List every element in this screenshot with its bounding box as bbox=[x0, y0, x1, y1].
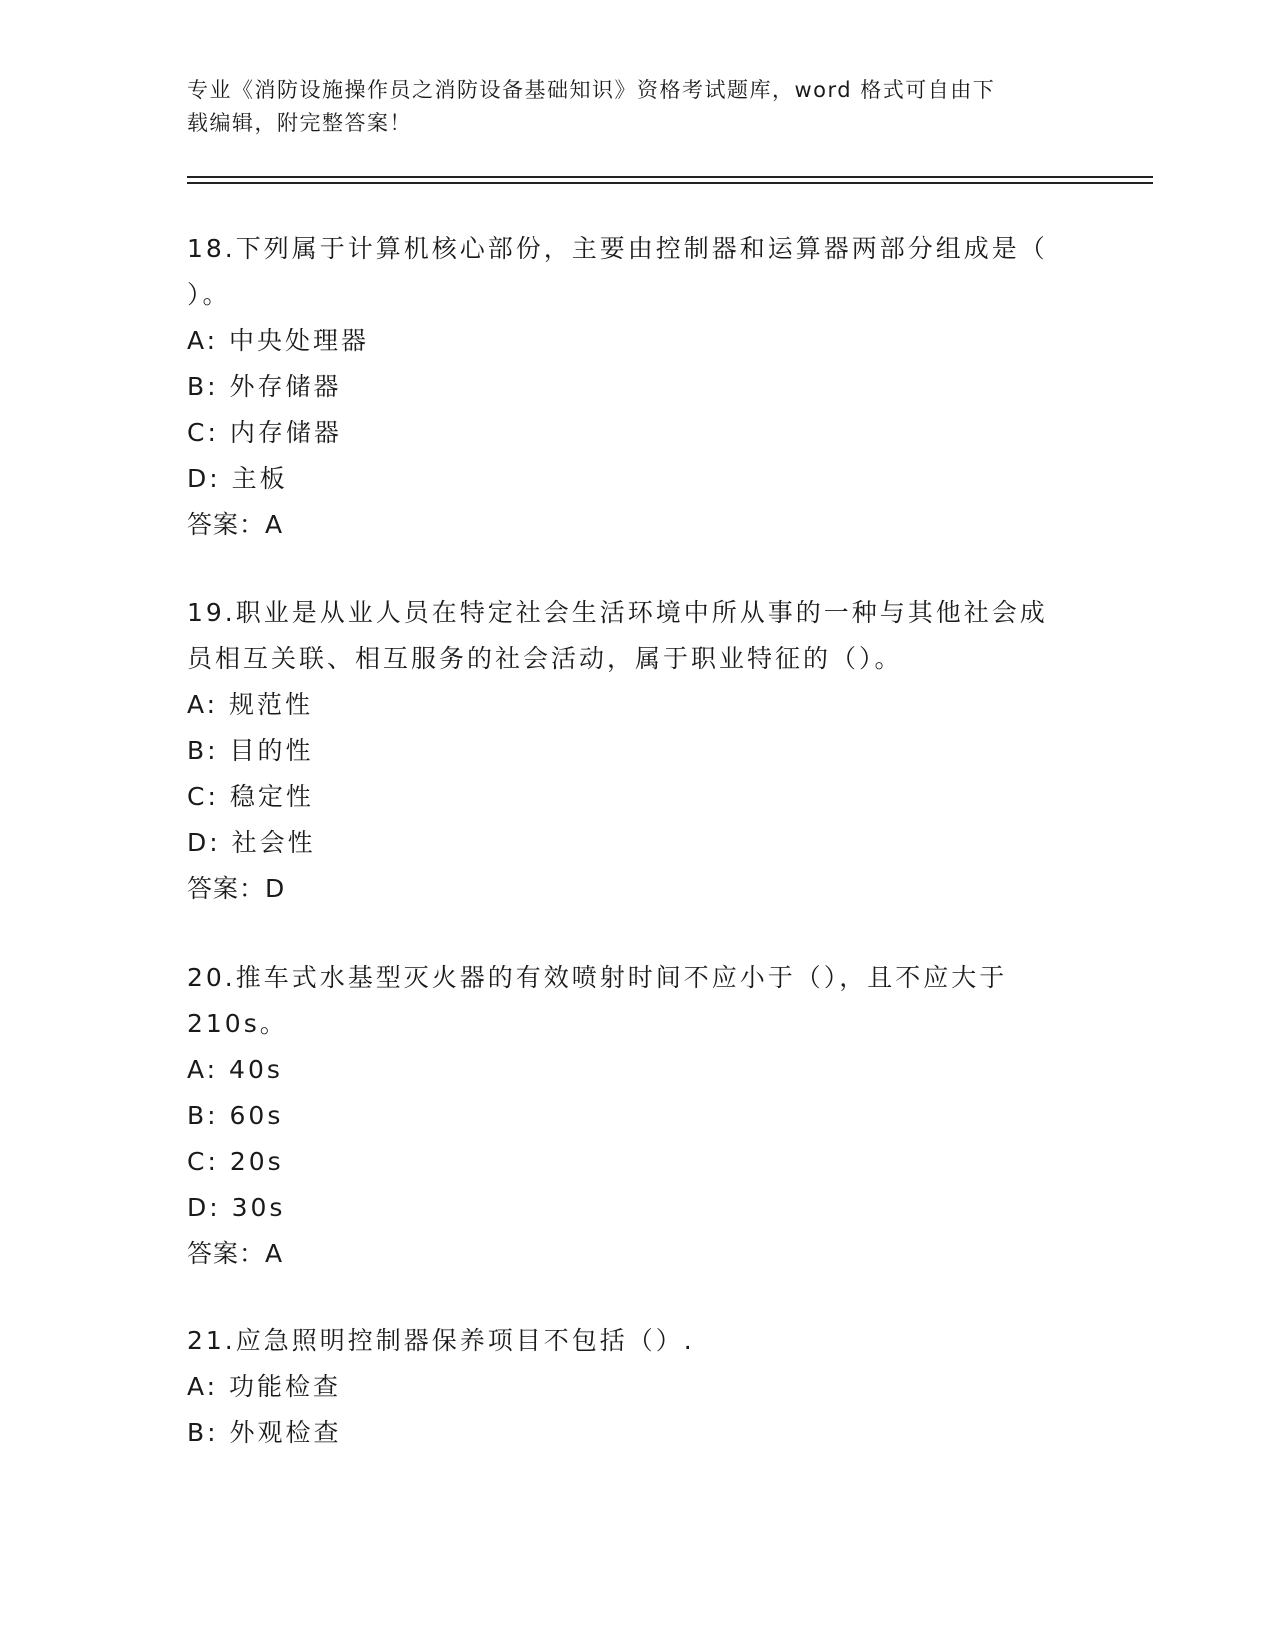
option-b: B: 60s bbox=[187, 1101, 284, 1130]
answer-label: 答案：D bbox=[187, 874, 286, 903]
option-a: A: 40s bbox=[187, 1055, 283, 1084]
option-a: A: 规范性 bbox=[187, 690, 314, 719]
option-c: C: 20s bbox=[187, 1147, 284, 1176]
question-stem-line: 20.推车式水基型灭火器的有效喷射时间不应小于（），且不应大于 bbox=[187, 963, 1008, 992]
option-b: B: 外存储器 bbox=[187, 372, 342, 401]
option-b: B: 外观检查 bbox=[187, 1418, 342, 1447]
question-18 bbox=[187, 226, 1087, 548]
question-20 bbox=[187, 955, 1087, 1277]
option-a: A: 中央处理器 bbox=[187, 326, 370, 355]
question-stem-line: 员相互关联、相互服务的社会活动，属于职业特征的（）。 bbox=[187, 644, 903, 673]
option-d: D: 30s bbox=[187, 1193, 286, 1222]
question-19 bbox=[187, 590, 1087, 912]
question-stem-line: 21.应急照明控制器保养项目不包括（）. bbox=[187, 1326, 695, 1355]
answer-label: 答案：A bbox=[187, 1239, 284, 1268]
document-header bbox=[187, 74, 1087, 140]
header-divider-top bbox=[187, 176, 1153, 178]
header-divider-bottom bbox=[187, 182, 1153, 184]
option-c: C: 内存储器 bbox=[187, 418, 342, 447]
option-b: B: 目的性 bbox=[187, 736, 314, 765]
question-stem-line: 19.职业是从业人员在特定社会生活环境中所从事的一种与其他社会成 bbox=[187, 598, 1048, 627]
header-line-1: 专业《消防设施操作员之消防设备基础知识》资格考试题库，word 格式可自由下 bbox=[187, 78, 996, 102]
question-stem-line: 18.下列属于计算机核心部份，主要由控制器和运算器两部分组成是（ bbox=[187, 234, 1048, 263]
question-stem-line: ）。 bbox=[187, 280, 231, 309]
option-a: A: 功能检查 bbox=[187, 1372, 342, 1401]
answer-label: 答案：A bbox=[187, 510, 284, 539]
option-c: C: 稳定性 bbox=[187, 782, 314, 811]
option-d: D: 主板 bbox=[187, 464, 288, 493]
question-21 bbox=[187, 1318, 1087, 1456]
option-d: D: 社会性 bbox=[187, 828, 316, 857]
question-stem-line: 210s。 bbox=[187, 1009, 288, 1038]
header-line-2: 载编辑，附完整答案！ bbox=[187, 111, 412, 135]
